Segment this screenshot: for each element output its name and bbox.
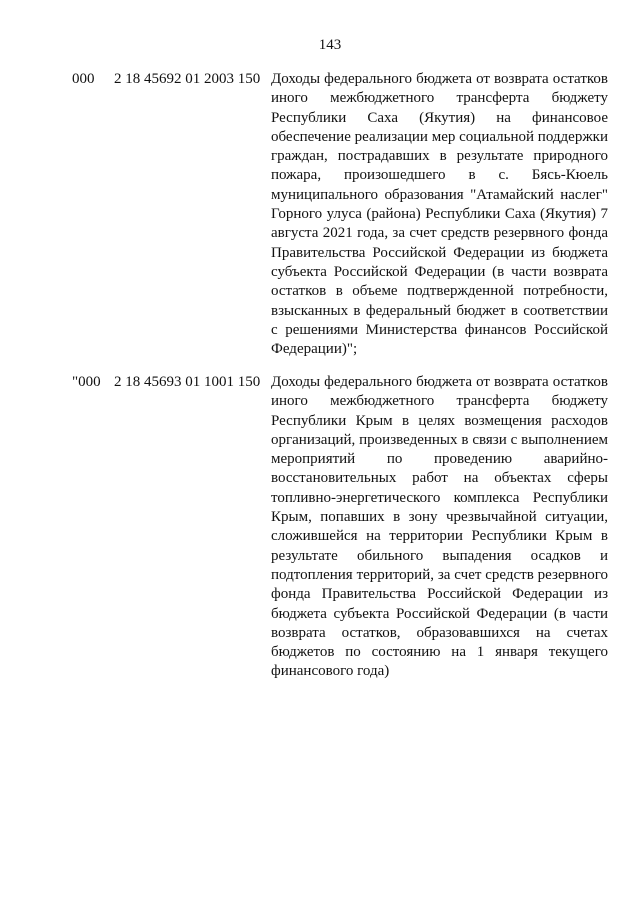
budget-classification-code: 2 18 45693 01 1001 150 — [114, 374, 261, 390]
revenue-description: Доходы федерального бюджета от возврата остатков иного межбюджетного трансферта бюджету Республики Крым в целях возмещения расходов организаций, произведенных в связи с выполнением мероприятий по проведению аварийно-восстановительных работ на объектах сферы топливно-энергетического комплекса Республики Крым, попавших в зону чрезвычайной ситуации, сложившейся на территории Республики Крым в результате обильного выпадения осадков и подтопления территорий, за счет средств резервного фонда Правительства Российской Федерации из бюджета субъекта Российской Федерации (в части возврата остатков, образовавшихся на счетах бюджетов по состоянию на 1 января текущего финансового года) — [271, 374, 608, 680]
administrator-code: 000 — [72, 71, 95, 87]
revenue-description: Доходы федерального бюджета от возврата остатков иного межбюджетного трансферта бюджету Республики Саха (Якутия) на финансовое обеспечение реализации мер социальной поддержки граждан, пострадавших в результате природного пожара, произошедшего в с. Бясь-Кюель муниципального образования "Атамайский наслег" Горного улуса (района) Республики Саха (Якутия) 7 августа 2021 года, за счет средств резервного фонда Правительства Российской Федерации из бюджета субъекта Российской Федерации (в части возврата остатков в объеме подтвержденной потребности, взысканных в федеральный бюджет в соответствии с решениями Министерства финансов Российской Федерации)"; — [271, 71, 608, 358]
budget-classification-code: 2 18 45692 01 2003 150 — [114, 71, 261, 87]
administrator-code: "000 — [72, 374, 101, 390]
page-number: 143 — [318, 37, 342, 53]
